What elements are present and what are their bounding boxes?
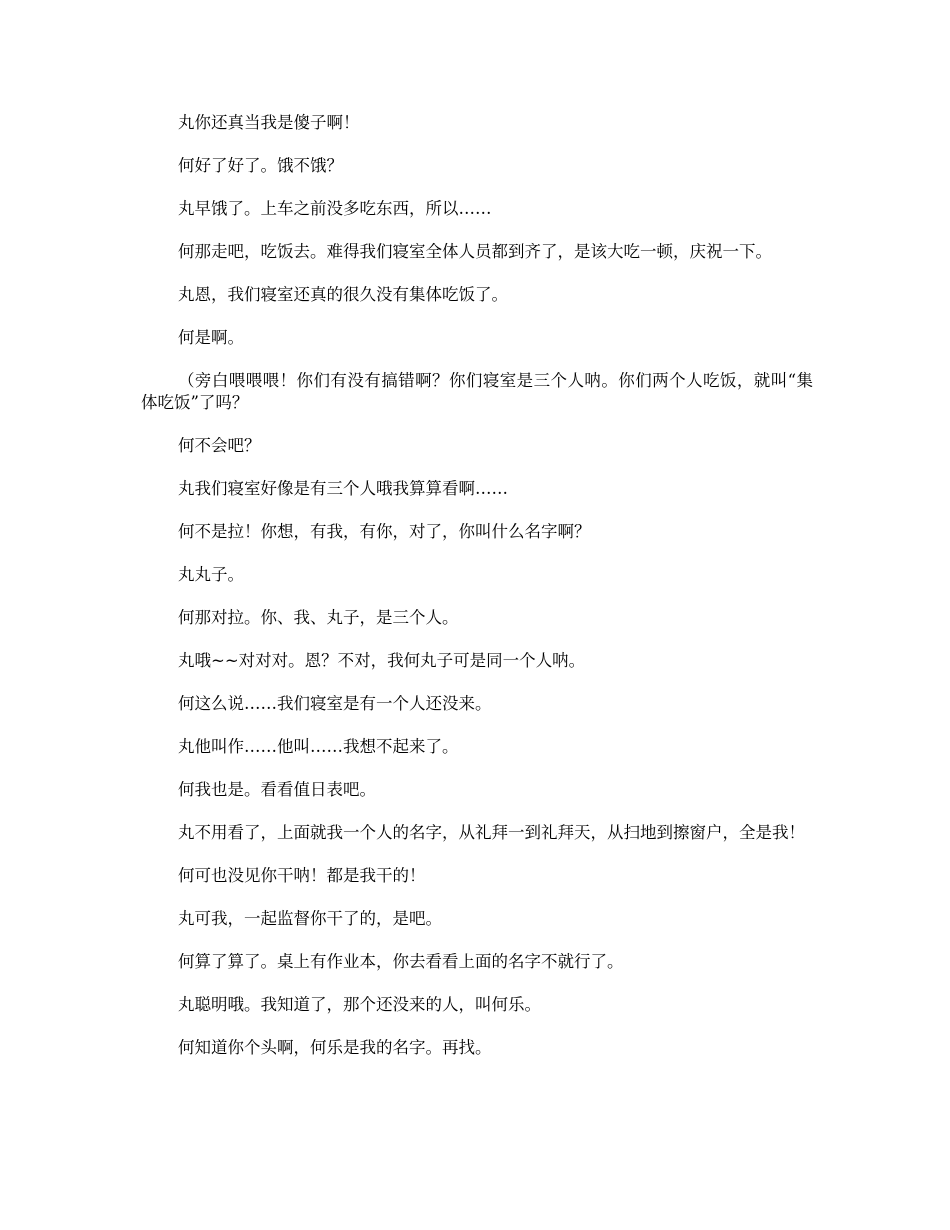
document-body	[141, 112, 813, 1080]
dialogue-paragraph: 何不会吧？	[178, 436, 261, 455]
dialogue-paragraph: 何不是拉！你想，有我，有你，对了，你叫什么名字啊？	[178, 522, 591, 541]
dialogue-paragraph: 丸恩，我们寝室还真的很久没有集体吃饭了。	[178, 285, 508, 304]
dialogue-paragraph: 何我也是。看看值日表吧。	[178, 780, 376, 799]
dialogue-paragraph: 丸你还真当我是傻子啊！	[178, 113, 360, 132]
dialogue-paragraph: 何可也没见你干呐！都是我干的！	[178, 866, 426, 885]
dialogue-paragraph: 丸可我，一起监督你干了的，是吧。	[178, 909, 442, 928]
dialogue-paragraph: 何算了算了。桌上有作业本，你去看看上面的名字不就行了。	[178, 952, 624, 971]
dialogue-paragraph: 何是啊。	[178, 328, 244, 347]
dialogue-paragraph: 丸不用看了，上面就我一个人的名字，从礼拜一到礼拜天，从扫地到擦窗户，全是我！	[178, 823, 805, 842]
dialogue-paragraph: 何那走吧，吃饭去。难得我们寝室全体人员都到齐了，是该大吃一顿，庆祝一下。	[178, 242, 772, 261]
dialogue-paragraph: 丸我们寝室好像是有三个人哦我算算看啊……	[178, 479, 508, 498]
dialogue-paragraph: 丸早饿了。上车之前没多吃东西，所以……	[178, 199, 492, 218]
dialogue-paragraph: 何这么说……我们寝室是有一个人还没来。	[178, 694, 492, 713]
dialogue-paragraph: 丸丸子。	[178, 565, 244, 584]
dialogue-paragraph: 何好了好了。饿不饿？	[178, 156, 343, 175]
dialogue-paragraph: 何知道你个头啊，何乐是我的名字。再找。	[178, 1038, 492, 1057]
dialogue-paragraph: 何那对拉。你、我、丸子，是三个人。	[178, 608, 459, 627]
narration-paragraph: （旁白喂喂喂！你们有没有搞错啊？你们寝室是三个人呐。你们两个人吃饭，就叫“集体吃饭”了吗？	[141, 371, 813, 412]
dialogue-paragraph: 丸聪明哦。我知道了，那个还没来的人，叫何乐。	[178, 995, 541, 1014]
dialogue-paragraph: 丸哦~~对对对。恩？不对，我何丸子可是同一个人呐。	[178, 651, 586, 670]
dialogue-paragraph: 丸他叫作……他叫……我想不起来了。	[178, 737, 459, 756]
